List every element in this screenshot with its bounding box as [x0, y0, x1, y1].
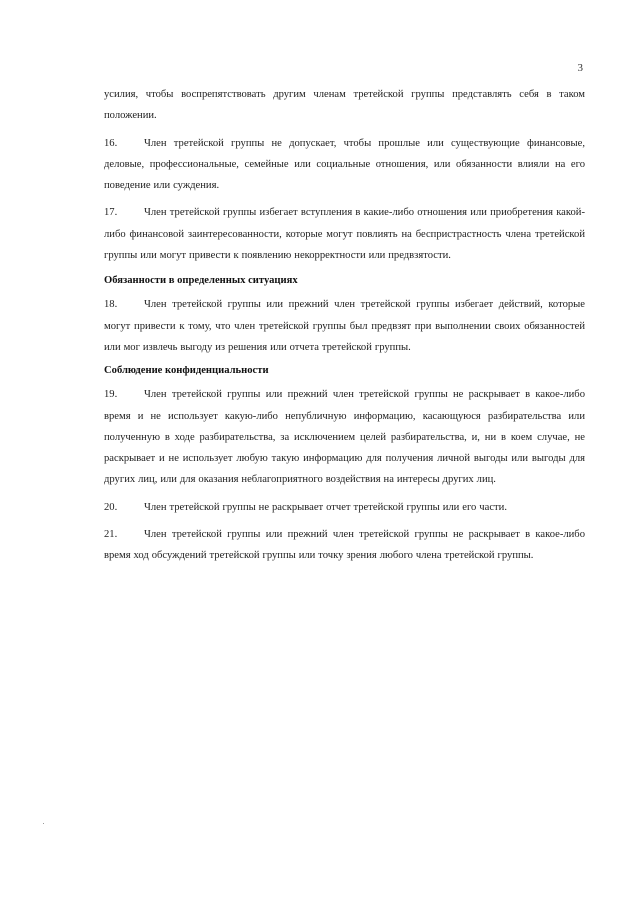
paragraph-number: 17. — [104, 207, 118, 219]
paragraph-text: Член третейской группы не допускает, чтобы прошлые или существующие финансовые, деловые, профессиональные, семейные или социальные отношения, или обязанности влияли на его поведение или суждения. — [104, 137, 585, 192]
page-number: 3 — [577, 62, 583, 74]
paragraph-20 — [104, 497, 585, 518]
paragraph-21 — [104, 524, 585, 567]
paragraph-number: 19. — [104, 389, 118, 401]
paragraph-17 — [104, 202, 585, 266]
paragraph-text: Член третейской группы или прежний член третейской группы не раскрывает в какое-либо время ход обсуждений третейской группы или точку зрения любого члена третейской группы. — [104, 529, 585, 562]
paragraph-number: 21. — [104, 529, 118, 541]
paragraph-number: 18. — [104, 299, 118, 311]
section-heading-duties: Обязанности в определенных ситуациях — [104, 275, 298, 287]
document-body — [104, 84, 585, 573]
paragraph-continued — [104, 84, 585, 127]
paragraph-text: Член третейской группы или прежний член третейской группы не раскрывает в какое-либо время и не использует какую-либо непубличную информацию, касающуюся разбирательства или полученную в ходе разбирательства, за исключением целей разбирательства, и, ни в коем случае, не раскрывает и не использует любую такую информацию для получения личной выгоды или выгоды для других лиц, или для оказания неблагоприятного воздействия на интересы других лиц. — [104, 389, 585, 486]
paragraph-text: Член третейской группы избегает вступления в какие-либо отношения или приобретения какой-либо финансовой заинтересованности, которые могут повлиять на беспристрастность члена третейской группы или могут привести к появлению некорректности или предвзятости. — [104, 207, 585, 262]
paragraph-text: усилия, чтобы воспрепятствовать другим членам третейской группы представлять себя в таком положении. — [104, 89, 585, 122]
paragraph-text: Член третейской группы не раскрывает отчет третейской группы или его части. — [144, 501, 507, 513]
paragraph-number: 16. — [104, 137, 118, 149]
paragraph-16 — [104, 133, 585, 197]
scan-speck — [43, 823, 44, 824]
paragraph-number: 20. — [104, 501, 118, 513]
paragraph-19 — [104, 384, 585, 490]
paragraph-text: Член третейской группы или прежний член третейской группы избегает действий, которые могут привести к тому, что член третейской группы был предвзят при выполнении своих обязанностей или мог извлечь выгоду из решения или отчета третейской группы. — [104, 299, 585, 353]
section-heading-confidentiality: Соблюдение конфиденциальности — [104, 365, 269, 377]
paragraph-18 — [104, 294, 585, 358]
